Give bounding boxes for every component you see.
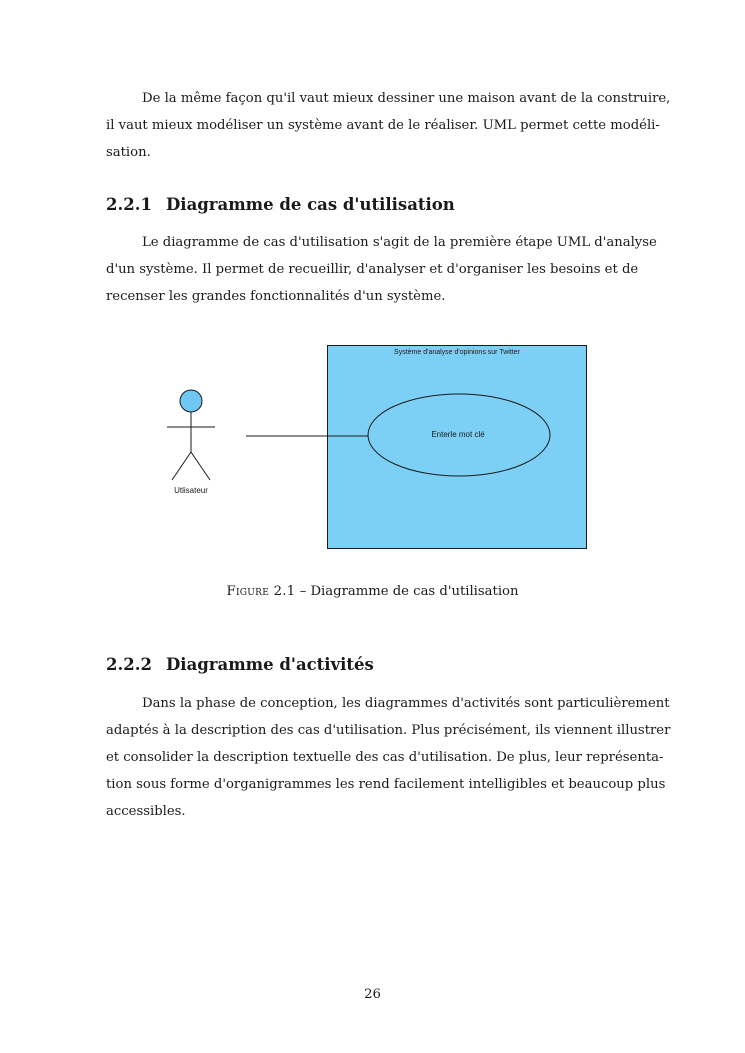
actor-head bbox=[180, 390, 202, 412]
figure-caption bbox=[0, 584, 745, 599]
section-221-line-3: recenser les grandes fonctionnalités d'un système. bbox=[106, 289, 446, 304]
section-222-heading bbox=[106, 655, 374, 674]
section-222-line-3: et consolider la description textuelle des cas d'utilisation. De plus, leur représenta- bbox=[106, 750, 664, 765]
figure-caption-label: Figure 2.1 bbox=[226, 584, 296, 599]
actor-left-leg bbox=[172, 452, 191, 480]
section-222-line-5: accessibles. bbox=[106, 804, 186, 819]
section-222-paragraph bbox=[106, 690, 671, 825]
intro-line-2: il vaut mieux modéliser un système avant de le réaliser. UML permet cette modéli- bbox=[106, 118, 660, 133]
actor-figure bbox=[167, 390, 215, 480]
intro-line-1: De la même façon qu'il vaut mieux dessiner une maison avant de la construire, bbox=[142, 91, 671, 106]
section-222-number: 2.2.2 bbox=[106, 655, 152, 674]
intro-line-3: sation. bbox=[106, 145, 151, 160]
use-case-diagram bbox=[160, 340, 590, 555]
intro-paragraph bbox=[106, 85, 671, 166]
section-221-heading bbox=[106, 195, 455, 214]
section-222-line-1: Dans la phase de conception, les diagrammes d'activités sont particulièrement bbox=[142, 696, 670, 711]
figure-caption-text: – Diagramme de cas d'utilisation bbox=[295, 584, 519, 599]
page-number: 26 bbox=[364, 987, 381, 1002]
section-222-title: Diagramme d'activités bbox=[166, 655, 374, 674]
section-221-paragraph bbox=[106, 229, 657, 310]
actor-right-leg bbox=[191, 452, 210, 480]
section-222-line-4: tion sous forme d'organigrammes les rend facilement intelligibles et beaucoup plus bbox=[106, 777, 666, 792]
section-221-line-1: Le diagramme de cas d'utilisation s'agit de la première étape UML d'analyse bbox=[142, 235, 657, 250]
system-title: Système d'analyse d'opinions sur Twitter bbox=[394, 349, 520, 356]
section-221-number: 2.2.1 bbox=[106, 195, 152, 214]
actor-label: Utlisateur bbox=[174, 486, 208, 495]
use-case-label: Enterle mot clé bbox=[431, 430, 485, 439]
section-222-line-2: adaptés à la description des cas d'utilisation. Plus précisément, ils viennent illustrer bbox=[106, 723, 671, 738]
section-221-line-2: d'un système. Il permet de recueillir, d'analyser et d'organiser les besoins et de bbox=[106, 262, 639, 277]
section-221-title: Diagramme de cas d'utilisation bbox=[166, 195, 455, 214]
